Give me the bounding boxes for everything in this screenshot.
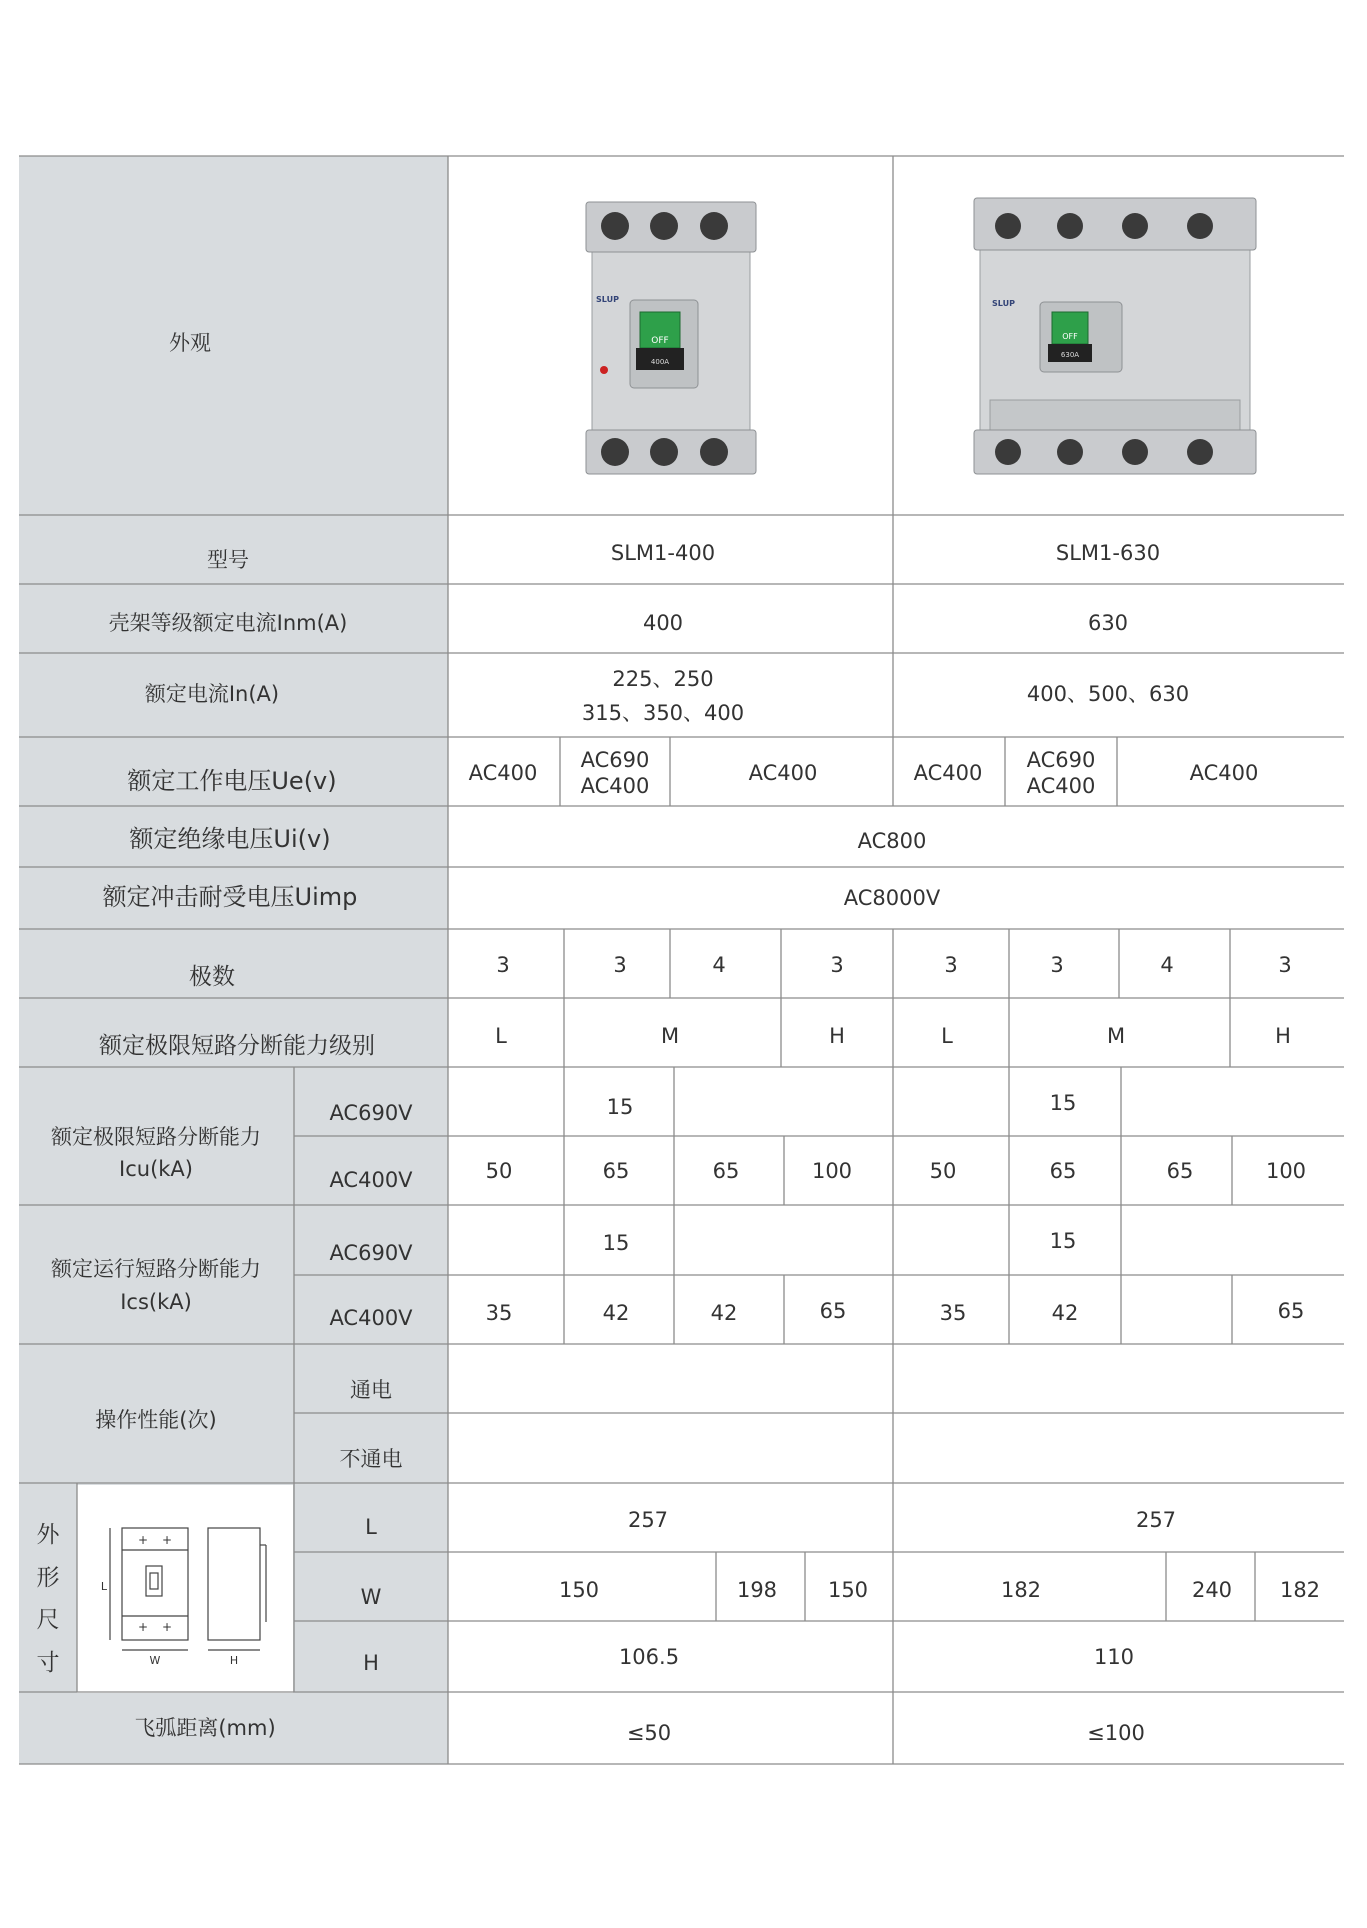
label-frame-current: 壳架等级额定电流Inm(A) xyxy=(108,611,348,635)
cell-rated-current-400: 225、250 xyxy=(612,667,714,691)
cell-dim-h: 110 xyxy=(1093,1645,1135,1669)
cell-level: M xyxy=(660,1024,680,1048)
cell-arc: ≤50 xyxy=(626,1721,672,1745)
cell-poles: 3 xyxy=(1278,953,1292,977)
cell-model-630: SLM1-630 xyxy=(1055,541,1161,565)
cell-voltage: AC400 xyxy=(580,774,650,798)
diagram-l-label: L xyxy=(100,1580,108,1593)
breaker-photo-400 xyxy=(586,202,756,474)
cell-model-400: SLM1-400 xyxy=(610,541,716,565)
cell-arc: ≤100 xyxy=(1087,1721,1145,1745)
breaker-400-switch-label: OFF xyxy=(651,336,669,346)
cell-poles: 3 xyxy=(830,953,844,977)
label-dim-char: 外 xyxy=(36,1522,60,1548)
label-dim-w: W xyxy=(360,1585,382,1609)
cell-ics-400: 65 xyxy=(1277,1299,1305,1323)
label-dim-l: L xyxy=(365,1515,377,1539)
label-ics-line2: Ics(kA) xyxy=(120,1290,192,1314)
label-rated-current: 额定电流In(A) xyxy=(144,682,280,706)
cell-ics-400: 42 xyxy=(602,1301,630,1325)
cell-rated-current-400: 315、350、400 xyxy=(581,701,745,725)
cell-dim-l: 257 xyxy=(1135,1508,1177,1532)
cell-ics-400: 35 xyxy=(485,1301,513,1325)
cell-level: H xyxy=(1275,1024,1291,1048)
label-operation: 操作性能(次) xyxy=(95,1408,217,1432)
diagram-plus-mark: + xyxy=(137,1533,149,1547)
cell-voltage: AC400 xyxy=(468,761,538,785)
label-dim-char: 寸 xyxy=(36,1650,60,1676)
cell-poles: 3 xyxy=(613,953,627,977)
diagram-w-label: W xyxy=(149,1654,161,1667)
label-icu-line2: Icu(kA) xyxy=(119,1157,193,1181)
breaker-630-brand: SLUP xyxy=(992,299,1015,308)
cell-ics-400: 35 xyxy=(939,1301,967,1325)
label-rated-voltage: 额定工作电压Ue(v) xyxy=(127,767,337,795)
cell-dim-w: 182 xyxy=(1000,1578,1042,1602)
cell-poles: 4 xyxy=(712,953,726,977)
cell-frame-400: 400 xyxy=(642,611,684,635)
label-unpowered: 不通电 xyxy=(339,1447,403,1471)
breaker-630-switch-label: OFF xyxy=(1062,332,1078,341)
cell-dim-h: 106.5 xyxy=(618,1645,680,1669)
cell-voltage: AC400 xyxy=(913,761,983,785)
label-impulse-voltage: 额定冲击耐受电压Uimp xyxy=(102,883,358,911)
cell-poles: 3 xyxy=(1050,953,1064,977)
cell-voltage: AC400 xyxy=(748,761,818,785)
label-dim-h: H xyxy=(363,1651,379,1675)
cell-ics-690: 15 xyxy=(1049,1229,1077,1253)
cell-level: H xyxy=(829,1024,845,1048)
cell-voltage: AC690 xyxy=(580,748,650,772)
cell-voltage: AC690 xyxy=(1026,748,1096,772)
cell-rated-current-630: 400、500、630 xyxy=(1026,682,1190,706)
breaker-400-rating: 400A xyxy=(650,358,670,366)
cell-insulation-voltage: AC800 xyxy=(857,829,927,853)
cell-icu-400: 65 xyxy=(602,1159,630,1183)
diagram-plus-mark: + xyxy=(137,1620,149,1634)
cell-voltage: AC400 xyxy=(1026,774,1096,798)
cell-dim-l: 257 xyxy=(627,1508,669,1532)
cell-poles: 3 xyxy=(496,953,510,977)
cell-dim-w: 198 xyxy=(736,1578,778,1602)
label-dim-char: 形 xyxy=(36,1565,60,1591)
cell-level: L xyxy=(941,1024,953,1048)
label-ics-ac400: AC400V xyxy=(329,1306,413,1330)
label-icu-ac400: AC400V xyxy=(329,1168,413,1192)
cell-poles: 3 xyxy=(944,953,958,977)
cell-dim-w: 150 xyxy=(827,1578,869,1602)
label-ics-ac690: AC690V xyxy=(329,1241,413,1265)
cell-icu-400: 50 xyxy=(485,1159,513,1183)
cell-icu-400: 100 xyxy=(811,1159,853,1183)
breaker-photo-630 xyxy=(974,198,1256,474)
cell-dim-w: 150 xyxy=(558,1578,600,1602)
cell-voltage: AC400 xyxy=(1189,761,1259,785)
cell-icu-690: 15 xyxy=(606,1095,634,1119)
label-arc-distance: 飞弧距离(mm) xyxy=(134,1716,276,1740)
breaker-630-rating: 630A xyxy=(1060,351,1080,359)
label-powered: 通电 xyxy=(350,1378,392,1402)
label-icu-ac690: AC690V xyxy=(329,1101,413,1125)
cell-ics-400: 42 xyxy=(710,1301,738,1325)
cell-ics-400: 42 xyxy=(1051,1301,1079,1325)
breaker-400-brand: SLUP xyxy=(596,295,619,304)
diagram-plus-mark: + xyxy=(161,1620,173,1634)
label-insulation-voltage: 额定绝缘电压Ui(v) xyxy=(129,825,331,853)
label-ics-line1: 额定运行短路分断能力 xyxy=(51,1257,261,1281)
label-dim-char: 尺 xyxy=(36,1607,60,1633)
cell-icu-690: 15 xyxy=(1049,1091,1077,1115)
cell-level: L xyxy=(495,1024,507,1048)
diagram-h-label: H xyxy=(229,1654,239,1667)
cell-impulse-voltage: AC8000V xyxy=(843,886,941,910)
label-model: 型号 xyxy=(207,548,249,572)
cell-icu-400: 50 xyxy=(929,1159,957,1183)
cell-dim-w: 240 xyxy=(1191,1578,1233,1602)
label-breaking-level: 额定极限短路分断能力级别 xyxy=(99,1033,375,1059)
cell-icu-400: 65 xyxy=(1166,1159,1194,1183)
cell-frame-630: 630 xyxy=(1087,611,1129,635)
cell-icu-400: 65 xyxy=(712,1159,740,1183)
cell-icu-400: 100 xyxy=(1265,1159,1307,1183)
diagram-plus-mark: + xyxy=(161,1533,173,1547)
cell-level: M xyxy=(1106,1024,1126,1048)
cell-ics-400: 65 xyxy=(819,1299,847,1323)
cell-poles: 4 xyxy=(1160,953,1174,977)
label-poles: 极数 xyxy=(189,964,235,990)
cell-dim-w: 182 xyxy=(1279,1578,1321,1602)
label-appearance: 外观 xyxy=(169,331,211,355)
cell-ics-690: 15 xyxy=(602,1231,630,1255)
label-icu-line1: 额定极限短路分断能力 xyxy=(51,1125,261,1149)
cell-icu-400: 65 xyxy=(1049,1159,1077,1183)
